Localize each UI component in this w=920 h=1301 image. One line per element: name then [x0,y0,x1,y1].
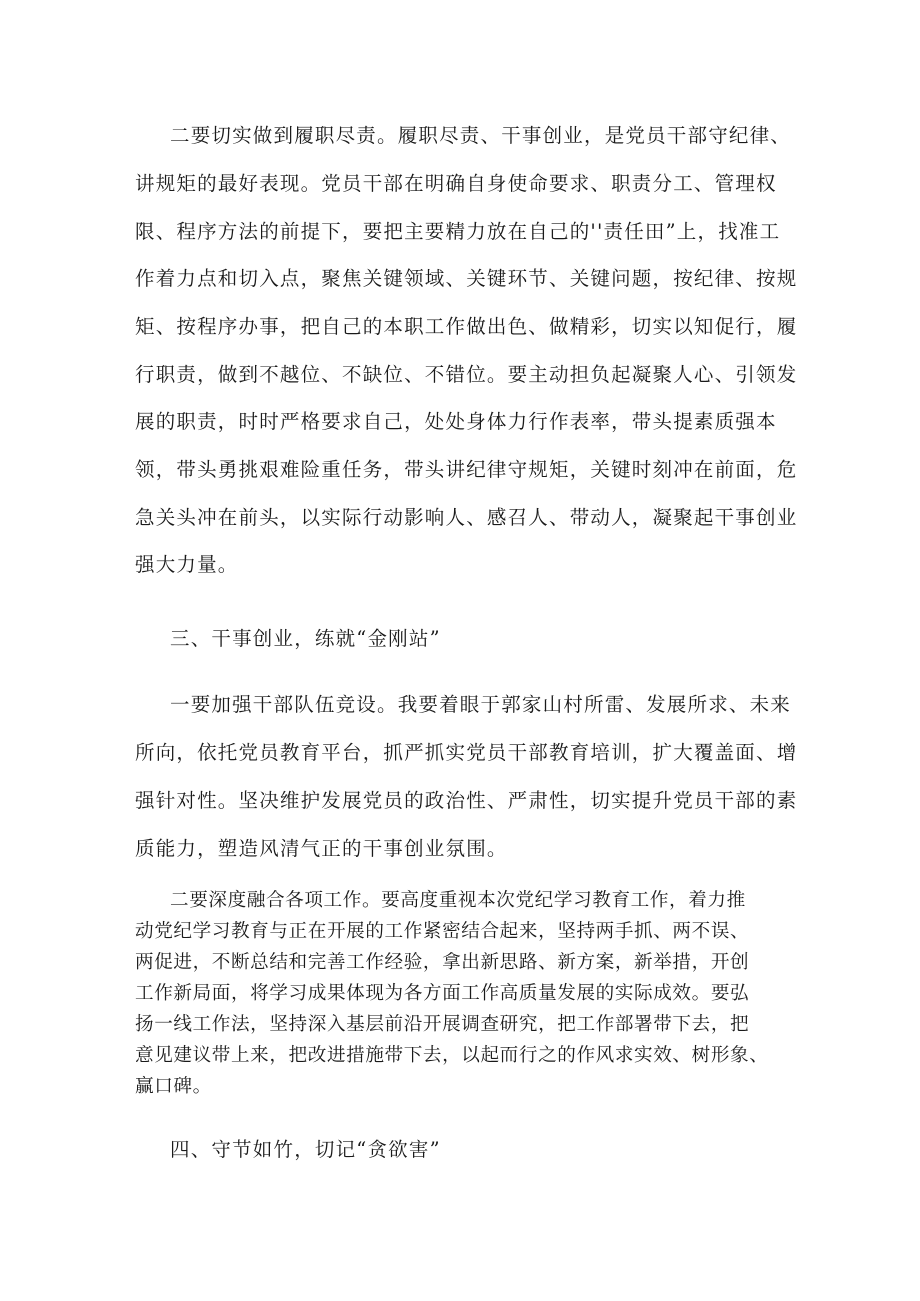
section-heading-three: 三、干事创业，练就“金刚站” [170,627,441,650]
paragraph-line: 赢口碑。 [135,1076,212,1097]
paragraph-line: 强大力量。 [135,553,239,576]
paragraph-line: 扬一线工作法，坚持深入基层前沿开展调查研究，把工作部署带下去，把 [135,1014,750,1035]
paragraph-line: 二要深度融合各项工作。要高度重视本次党纪学习教育工作，着力推 [170,890,746,911]
paragraph-line: 作着力点和切入点，聚焦关键领域、关键环节、关键问题，按纪律、按规 [135,267,798,290]
paragraph-line: 领，带头勇挑艰难险重任务，带头讲纪律守规矩，关键时刻冲在前面，危 [135,458,798,481]
paragraph-line: 意见建议带上来，把改进措施带下去，以起而行之的作风求实效、树形象、 [135,1045,769,1066]
paragraph-line: 矩、按程序办事，把自己的本职工作做出色、做精彩，切实以知促行，履 [135,315,798,338]
paragraph-line: 动党纪学习教育与正在开展的工作紧密结合起来，坚持两手抓、两不误、 [135,921,750,942]
paragraph-line: 一要加强干部队伍竞设。我要着眼于郭家山村所雷、发展所求、未来 [170,693,792,716]
paragraph-line: 展的职责，时时严格要求自己，处处身体力行作表率，带头提素质强本 [135,410,777,433]
paragraph-line: 限、程序方法的前提下，要把主要精力放在自己的''责任田”上，找准工 [135,220,781,243]
paragraph-line: 二要切实做到履职尽责。履职尽责、干事创业，是党员干部守纪律、 [170,124,792,147]
paragraph-line: 急关头冲在前头，以实际行动影响人、感召人、带动人，凝聚起干事创业 [135,506,798,529]
paragraph-line: 强针对性。坚决维护发展党员的政治性、严肃性，切实提升党员干部的素 [135,789,798,812]
paragraph-line: 工作新局面，将学习成果体现为各方面工作高质量发展的实际成效。要弘 [135,983,750,1004]
paragraph-line: 所向，依托党员教育平台，抓严抓实党员干部教育培训，扩大覆盖面、增 [135,741,798,764]
paragraph-line: 质能力，塑造风清气正的干事创业氛围。 [135,837,508,860]
paragraph-line: 行职责，做到不越位、不缺位、不错位。要主动担负起凝聚人心、引领发 [135,363,798,386]
paragraph-line: 讲规矩的最好表现。党员干部在明确自身使命要求、职责分工、管理权 [135,172,777,195]
section-heading-four: 四、守节如竹，切记“贪欲害” [170,1138,441,1161]
paragraph-line: 两促进，不断总结和完善工作经验，拿出新思路、新方案，新举措，开创 [135,952,750,973]
